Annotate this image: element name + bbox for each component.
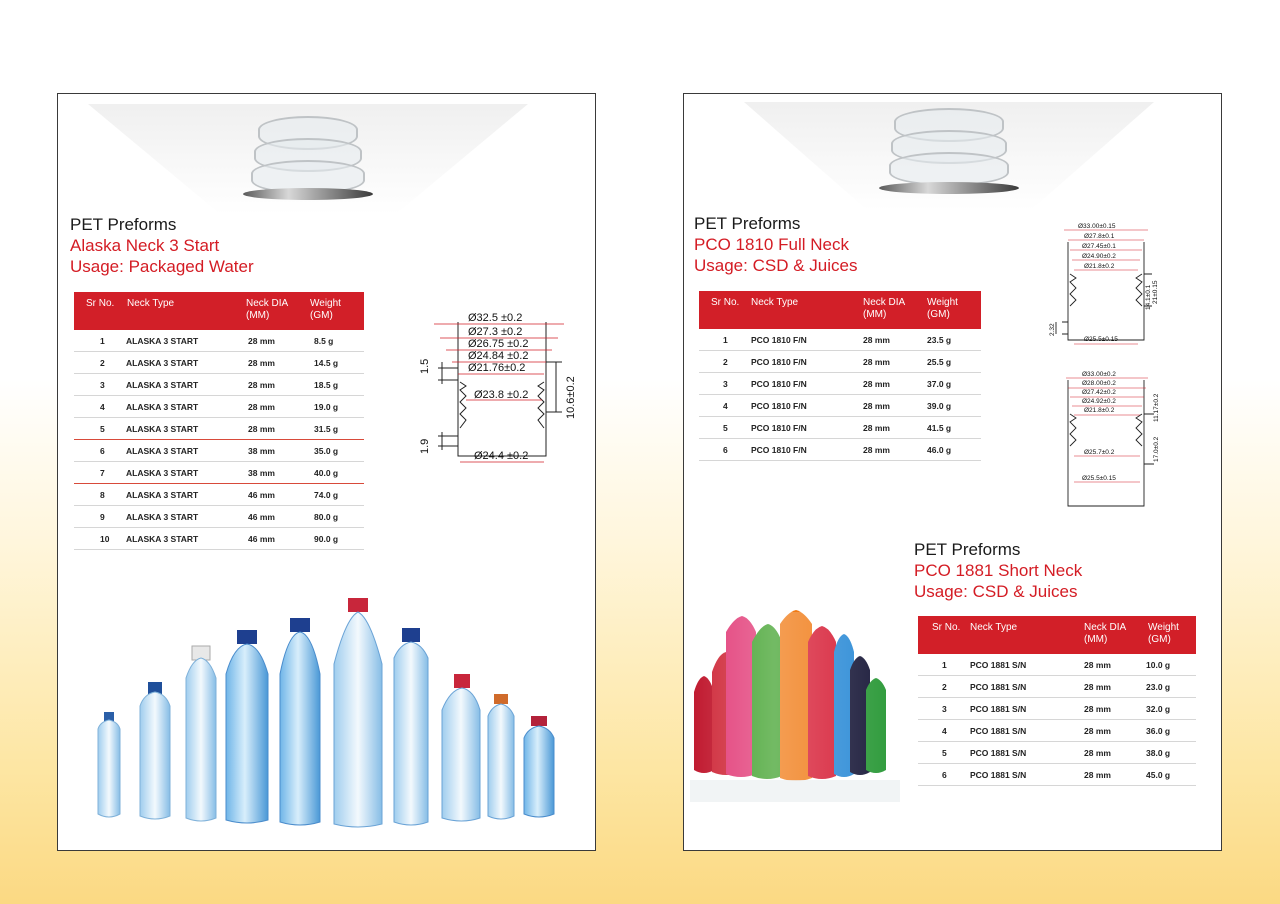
col-weight: Weight (GM) bbox=[927, 297, 958, 320]
cell-dia: 28 mm bbox=[863, 335, 890, 345]
heading-product: PCO 1810 Full Neck bbox=[694, 235, 849, 254]
cell-weight: 80.0 g bbox=[314, 512, 339, 522]
dim-d1: Ø32.5 ±0.2 bbox=[468, 312, 523, 324]
cell-sr: 4 bbox=[942, 726, 947, 736]
cell-type: ALASKA 3 START bbox=[126, 358, 199, 368]
table-row bbox=[699, 395, 981, 417]
soft-drink-bottles-photo bbox=[690, 612, 900, 802]
cell-type: PCO 1810 F/N bbox=[751, 423, 807, 433]
cell-dia: 28 mm bbox=[248, 358, 275, 368]
cell-dia: 28 mm bbox=[248, 424, 275, 434]
cell-weight: 25.5 g bbox=[927, 357, 952, 367]
cell-sr: 5 bbox=[723, 423, 728, 433]
cell-weight: 8.5 g bbox=[314, 336, 334, 346]
cell-weight: 39.0 g bbox=[927, 401, 952, 411]
cell-sr: 5 bbox=[100, 424, 105, 434]
table-row bbox=[74, 352, 364, 374]
cell-type: ALASKA 3 START bbox=[126, 446, 199, 456]
dim-h2: 17.0±0.2 bbox=[1153, 436, 1160, 462]
table-row bbox=[74, 374, 364, 396]
cell-sr: 3 bbox=[942, 704, 947, 714]
col-neck-type: Neck Type bbox=[751, 297, 799, 308]
heading-usage: Usage: Packaged Water bbox=[70, 257, 254, 276]
cell-dia: 28 mm bbox=[248, 380, 275, 390]
right-brochure-page bbox=[683, 93, 1222, 851]
cell-dia: 28 mm bbox=[863, 423, 890, 433]
cell-type: PCO 1810 F/N bbox=[751, 379, 807, 389]
table-row bbox=[918, 654, 1196, 676]
table-header bbox=[918, 616, 1196, 654]
cell-weight: 19.0 g bbox=[314, 402, 339, 412]
table-row bbox=[74, 484, 364, 506]
cell-type: PCO 1810 F/N bbox=[751, 401, 807, 411]
cell-dia: 28 mm bbox=[1084, 770, 1111, 780]
cell-type: PCO 1881 S/N bbox=[970, 682, 1027, 692]
dim-d5: Ø21.8±0.2 bbox=[1084, 263, 1115, 270]
cell-weight: 38.0 g bbox=[1146, 748, 1171, 758]
dim-h1: 2.32 bbox=[1049, 323, 1056, 336]
cell-weight: 23.0 g bbox=[1146, 682, 1171, 692]
table-row bbox=[74, 330, 364, 352]
pco-full-spec-table bbox=[699, 291, 981, 461]
cell-weight: 32.0 g bbox=[1146, 704, 1171, 714]
cell-weight: 14.5 g bbox=[314, 358, 339, 368]
cell-sr: 4 bbox=[723, 401, 728, 411]
dim-d5: Ø21.8±0.2 bbox=[1084, 407, 1115, 414]
dim-d2: Ø28.00±0.2 bbox=[1082, 380, 1116, 387]
cell-sr: 9 bbox=[100, 512, 105, 522]
pco-full-neck-diagram bbox=[1048, 222, 1158, 352]
table-row bbox=[74, 506, 364, 528]
dim-d6: Ø25.7±0.2 bbox=[1084, 449, 1115, 456]
cell-type: ALASKA 3 START bbox=[126, 490, 199, 500]
cell-sr: 6 bbox=[100, 446, 105, 456]
pco-short-heading bbox=[914, 539, 1082, 602]
cell-weight: 40.0 g bbox=[314, 468, 339, 478]
cell-dia: 28 mm bbox=[863, 401, 890, 411]
cell-sr: 4 bbox=[100, 402, 105, 412]
cell-weight: 23.5 g bbox=[927, 335, 952, 345]
alaska-heading bbox=[70, 214, 254, 277]
cell-sr: 1 bbox=[100, 336, 105, 346]
dim-d7: Ø25.5±0.15 bbox=[1082, 475, 1116, 482]
heading-usage: Usage: CSD & Juices bbox=[694, 256, 858, 275]
cell-dia: 28 mm bbox=[248, 336, 275, 346]
alaska-spec-table bbox=[74, 292, 364, 550]
cell-type: PCO 1881 S/N bbox=[970, 726, 1027, 736]
cell-weight: 18.5 g bbox=[314, 380, 339, 390]
table-row bbox=[918, 742, 1196, 764]
table-row bbox=[699, 329, 981, 351]
cell-weight: 31.5 g bbox=[314, 424, 339, 434]
dim-d3: Ø27.42±0.2 bbox=[1082, 389, 1116, 396]
alaska-neck-dimension-diagram bbox=[416, 304, 576, 479]
dim-h1: 11.17±0.2 bbox=[1153, 393, 1160, 422]
cell-dia: 28 mm bbox=[863, 445, 890, 455]
cell-sr: 7 bbox=[100, 468, 105, 478]
cell-sr: 2 bbox=[942, 682, 947, 692]
water-bottles-photo bbox=[90, 594, 570, 834]
heading-usage: Usage: CSD & Juices bbox=[914, 582, 1078, 601]
cell-type: PCO 1810 F/N bbox=[751, 357, 807, 367]
dim-d1: Ø33.00±0.15 bbox=[1078, 223, 1116, 230]
heading-product: PCO 1881 Short Neck bbox=[914, 561, 1083, 580]
table-row bbox=[918, 698, 1196, 720]
cell-sr: 6 bbox=[942, 770, 947, 780]
heading-title: PET Preforms bbox=[914, 540, 1021, 559]
table-row bbox=[699, 439, 981, 461]
dim-d7: Ø24.4 ±0.2 bbox=[474, 450, 529, 462]
cell-weight: 46.0 g bbox=[927, 445, 952, 455]
table-body bbox=[699, 329, 981, 461]
dim-h1: 1.5 bbox=[419, 358, 431, 374]
dim-h2: 14.1±0.1 bbox=[1145, 284, 1152, 310]
col-neck-type: Neck Type bbox=[127, 298, 175, 309]
cell-dia: 28 mm bbox=[1084, 726, 1111, 736]
cell-weight: 90.0 g bbox=[314, 534, 339, 544]
table-row bbox=[74, 396, 364, 418]
cell-dia: 28 mm bbox=[248, 402, 275, 412]
cell-weight: 37.0 g bbox=[927, 379, 952, 389]
cell-sr: 1 bbox=[723, 335, 728, 345]
dim-d4: Ø24.90±0.2 bbox=[1082, 253, 1116, 260]
pco-full-heading bbox=[694, 213, 857, 276]
cell-type: PCO 1810 F/N bbox=[751, 445, 807, 455]
dim-d6: Ø23.8 ±0.2 bbox=[474, 389, 529, 401]
cell-dia: 28 mm bbox=[1084, 682, 1111, 692]
cell-dia: 28 mm bbox=[863, 357, 890, 367]
cell-type: ALASKA 3 START bbox=[126, 424, 199, 434]
dim-d5: Ø21.76±0.2 bbox=[468, 362, 526, 374]
cell-weight: 10.0 g bbox=[1146, 660, 1171, 670]
table-row bbox=[699, 417, 981, 439]
cell-dia: 28 mm bbox=[1084, 704, 1111, 714]
table-header bbox=[699, 291, 981, 329]
col-neck-dia: Neck DIA (MM) bbox=[1084, 622, 1127, 645]
cell-dia: 28 mm bbox=[1084, 748, 1111, 758]
table-row bbox=[74, 440, 364, 462]
dim-d3: Ø27.45±0.1 bbox=[1082, 243, 1116, 250]
heading-title: PET Preforms bbox=[694, 214, 801, 233]
dim-d2: Ø27.8±0.1 bbox=[1084, 233, 1115, 240]
cell-sr: 2 bbox=[723, 357, 728, 367]
cell-dia: 46 mm bbox=[248, 490, 275, 500]
dim-d6: Ø25.5±0.15 bbox=[1084, 336, 1118, 343]
table-row bbox=[74, 462, 364, 484]
table-row bbox=[74, 528, 364, 550]
table-row bbox=[918, 720, 1196, 742]
table-row bbox=[918, 764, 1196, 786]
dim-h3: 21±0.15 bbox=[1152, 280, 1159, 304]
col-weight: Weight (GM) bbox=[310, 298, 341, 321]
cell-weight: 41.5 g bbox=[927, 423, 952, 433]
cell-type: ALASKA 3 START bbox=[126, 336, 199, 346]
cell-dia: 46 mm bbox=[248, 534, 275, 544]
heading-title: PET Preforms bbox=[70, 215, 177, 234]
cell-dia: 28 mm bbox=[1084, 660, 1111, 670]
cell-dia: 28 mm bbox=[863, 379, 890, 389]
col-sr-no: Sr No. bbox=[932, 622, 961, 633]
cell-sr: 3 bbox=[723, 379, 728, 389]
cell-sr: 2 bbox=[100, 358, 105, 368]
dim-h3: 10.6±0.2 bbox=[565, 376, 577, 419]
dim-h2: 1.9 bbox=[419, 438, 431, 454]
cell-weight: 36.0 g bbox=[1146, 726, 1171, 736]
cell-sr: 8 bbox=[100, 490, 105, 500]
dim-d2: Ø27.3 ±0.2 bbox=[468, 326, 523, 338]
col-weight: Weight (GM) bbox=[1148, 622, 1179, 645]
cell-type: PCO 1881 S/N bbox=[970, 704, 1027, 714]
cell-sr: 5 bbox=[942, 748, 947, 758]
col-neck-type: Neck Type bbox=[970, 622, 1018, 633]
pco-short-spec-table bbox=[918, 616, 1196, 786]
dim-d4: Ø24.84 ±0.2 bbox=[468, 350, 529, 362]
cell-sr: 6 bbox=[723, 445, 728, 455]
cell-type: PCO 1881 S/N bbox=[970, 770, 1027, 780]
cell-type: PCO 1881 S/N bbox=[970, 748, 1027, 758]
cell-type: ALASKA 3 START bbox=[126, 468, 199, 478]
col-sr-no: Sr No. bbox=[711, 297, 740, 308]
cell-type: ALASKA 3 START bbox=[126, 534, 199, 544]
left-brochure-page bbox=[57, 93, 596, 851]
col-neck-dia: Neck DIA (MM) bbox=[863, 297, 906, 320]
cell-dia: 38 mm bbox=[248, 446, 275, 456]
table-row bbox=[699, 351, 981, 373]
cell-weight: 74.0 g bbox=[314, 490, 339, 500]
cell-sr: 10 bbox=[100, 534, 110, 544]
cell-type: PCO 1810 F/N bbox=[751, 335, 807, 345]
cell-type: PCO 1881 S/N bbox=[970, 660, 1027, 670]
cell-type: ALASKA 3 START bbox=[126, 402, 199, 412]
cell-sr: 1 bbox=[942, 660, 947, 670]
cell-sr: 3 bbox=[100, 380, 105, 390]
pco-neck-photo bbox=[864, 102, 1034, 210]
cell-type: ALASKA 3 START bbox=[126, 380, 199, 390]
dim-d1: Ø33.00±0.2 bbox=[1082, 371, 1116, 378]
col-sr-no: Sr No. bbox=[86, 298, 115, 309]
dim-d3: Ø26.75 ±0.2 bbox=[468, 338, 529, 350]
table-row bbox=[699, 373, 981, 395]
alaska-neck-photo bbox=[208, 104, 408, 214]
cell-dia: 38 mm bbox=[248, 468, 275, 478]
dim-d4: Ø24.92±0.2 bbox=[1082, 398, 1116, 405]
table-row bbox=[918, 676, 1196, 698]
cell-weight: 35.0 g bbox=[314, 446, 339, 456]
cell-weight: 45.0 g bbox=[1146, 770, 1171, 780]
table-body bbox=[918, 654, 1196, 786]
cell-type: ALASKA 3 START bbox=[126, 512, 199, 522]
table-header bbox=[74, 292, 364, 330]
pco-short-neck-diagram bbox=[1054, 370, 1166, 510]
heading-product: Alaska Neck 3 Start bbox=[70, 236, 220, 255]
col-neck-dia: Neck DIA (MM) bbox=[246, 298, 289, 321]
table-row bbox=[74, 418, 364, 440]
table-body bbox=[74, 330, 364, 550]
cell-dia: 46 mm bbox=[248, 512, 275, 522]
